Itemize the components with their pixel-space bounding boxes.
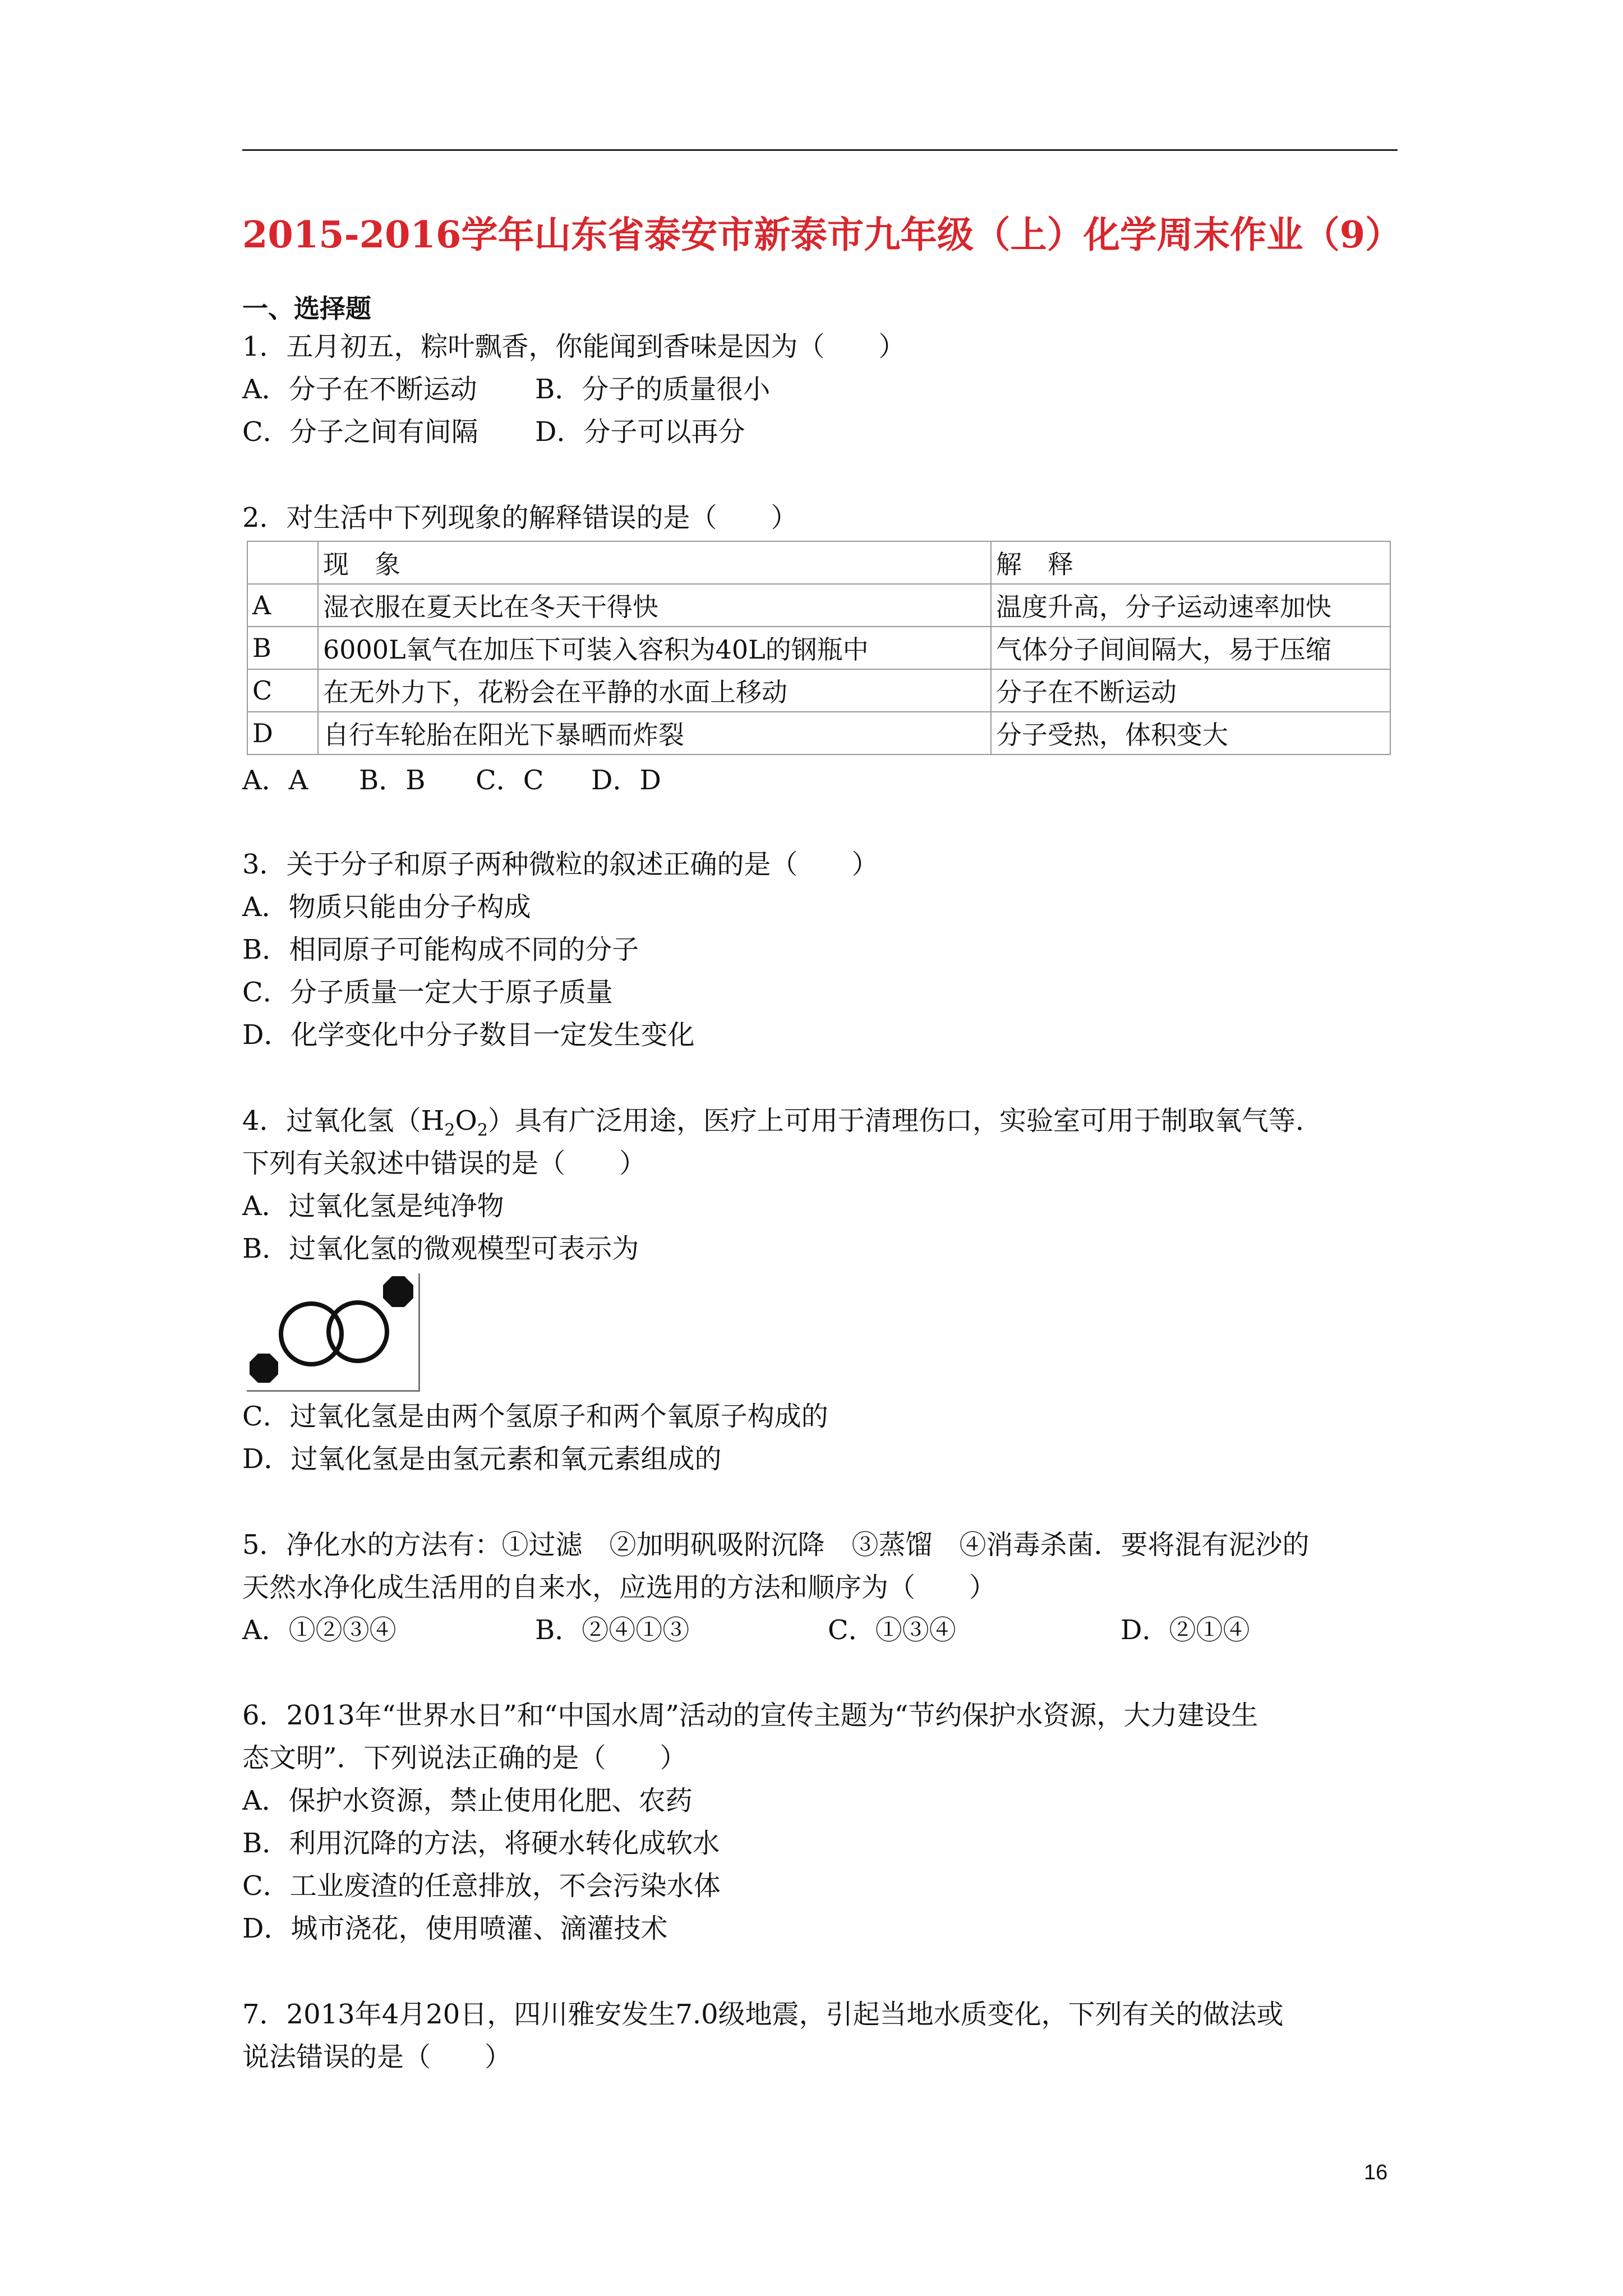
q4-subscript: 2 xyxy=(444,1120,455,1140)
q2-stem: 2．对生活中下列现象的解释错误的是（ ） xyxy=(242,502,798,533)
table-cell: 自行车轮胎在阳光下暴晒而炸裂 xyxy=(318,712,991,754)
table-cell: C xyxy=(247,669,318,712)
q6-option-a: A．保护水资源，禁止使用化肥、农药 xyxy=(242,1785,693,1816)
table-cell: 现 象 xyxy=(318,541,991,584)
q4-subscript: 2 xyxy=(477,1120,488,1140)
q4-stem-text: O xyxy=(455,1105,477,1137)
q5-stem-line1: 5．净化水的方法有：①过滤 ②加明矾吸附沉降 ③蒸馏 ④消毒杀菌．要将混有泥沙的 xyxy=(242,1529,1310,1561)
q6-stem-line2: 态文明”．下列说法正确的是（ ） xyxy=(242,1742,687,1774)
q3-option-b: B．相同原子可能构成不同的分子 xyxy=(242,934,639,965)
q5-option-b: B．②④①③ xyxy=(535,1614,690,1646)
page-number: 16 xyxy=(1364,2161,1388,2184)
oxygen-atom-1 xyxy=(281,1304,342,1364)
table-cell: A xyxy=(247,584,318,627)
table-cell: 分子受热，体积变大 xyxy=(991,712,1390,754)
table-row xyxy=(247,627,1390,669)
q6-stem-line1: 6．2013年“世界水日”和“中国水周”活动的宣传主题为“节约保护水资源，大力建设生 xyxy=(242,1700,1258,1731)
hydrogen-atom-2 xyxy=(383,1276,413,1307)
molecule-model-icon xyxy=(247,1273,418,1390)
q7-stem-line1: 7．2013年4月20日，四川雅安发生7.0级地震，引起当地水质变化，下列有关的做法或 xyxy=(242,1999,1284,2030)
table-header-row xyxy=(247,541,1390,584)
q3-option-a: A．物质只能由分子构成 xyxy=(242,891,531,923)
q6-option-d: D．城市浇花，使用喷灌、滴灌技术 xyxy=(242,1913,668,1944)
table-cell: B xyxy=(247,627,318,669)
q2-option-b: B．B xyxy=(359,765,426,796)
q4-option-d: D．过氧化氢是由氢元素和氧元素组成的 xyxy=(242,1443,722,1475)
q4-stem-text: ）具有广泛用途，医疗上可用于清理伤口，实验室可用于制取氧气等． xyxy=(487,1105,1322,1137)
q4-stem-text: 4．过氧化氢（H xyxy=(242,1105,445,1137)
q5-option-a: A．①②③④ xyxy=(242,1614,396,1646)
oxygen-atom-2 xyxy=(329,1303,387,1361)
q1-option-a: A．分子在不断运动 xyxy=(242,374,477,405)
q4-option-a: A．过氧化氢是纯净物 xyxy=(242,1190,504,1222)
q3-option-c: C．分子质量一定大于原子质量 xyxy=(242,977,613,1008)
table-cell: 气体分子间间隔大，易于压缩 xyxy=(991,627,1390,669)
table-cell: D xyxy=(247,712,318,754)
q2-option-d: D．D xyxy=(591,765,661,796)
q4-option-b: B．过氧化氢的微观模型可表示为 xyxy=(242,1233,639,1264)
q1-stem: 1．五月初五，粽叶飘香，你能闻到香味是因为（ ） xyxy=(242,331,906,362)
q3-stem: 3．关于分子和原子两种微粒的叙述正确的是（ ） xyxy=(242,849,879,880)
table-row xyxy=(247,669,1390,712)
table-cell: 湿衣服在夏天比在冬天干得快 xyxy=(318,584,991,627)
q1-option-b: B．分子的质量很小 xyxy=(535,374,771,405)
header-rule xyxy=(242,149,1398,151)
q4-option-c: C．过氧化氢是由两个氢原子和两个氧原子构成的 xyxy=(242,1401,828,1432)
q2-option-c: C．C xyxy=(476,765,544,796)
q4-stem-line2: 下列有关叙述中错误的是（ ） xyxy=(242,1148,647,1179)
table-cell: 解 释 xyxy=(991,541,1390,584)
section-heading: 一、选择题 xyxy=(242,293,371,324)
table-cell: 温度升高，分子运动速率加快 xyxy=(991,584,1390,627)
table-cell xyxy=(247,541,318,584)
q4-stem-line1 xyxy=(242,1105,1322,1141)
q3-option-d: D．化学变化中分子数目一定发生变化 xyxy=(242,1019,695,1051)
h2o2-molecule-model xyxy=(247,1273,420,1392)
table-row xyxy=(247,584,1390,627)
table-cell: 6000L氧气在加压下可装入容积为40L的钢瓶中 xyxy=(318,627,991,669)
q5-option-d: D．②①④ xyxy=(1121,1614,1250,1646)
hydrogen-atom-1 xyxy=(250,1354,278,1383)
q2-option-a: A．A xyxy=(242,765,308,796)
page-title: 2015-2016学年山东省泰安市新泰市九年级（上）化学周末作业（9） xyxy=(242,214,1402,256)
table-cell: 在无外力下，花粉会在平静的水面上移动 xyxy=(318,669,991,712)
q1-option-d: D．分子可以再分 xyxy=(535,416,745,448)
q5-option-c: C．①③④ xyxy=(828,1614,956,1646)
table-cell: 分子在不断运动 xyxy=(991,669,1390,712)
q7-stem-line2: 说法错误的是（ ） xyxy=(242,2041,512,2073)
table-row xyxy=(247,712,1390,754)
q6-option-b: B．利用沉降的方法，将硬水转化成软水 xyxy=(242,1828,720,1859)
q2-table xyxy=(247,541,1391,755)
q1-option-c: C．分子之间有间隔 xyxy=(242,416,478,448)
q6-option-c: C．工业废渣的任意排放，不会污染水体 xyxy=(242,1870,721,1902)
q5-stem-line2: 天然水净化成生活用的自来水，应选用的方法和顺序为（ ） xyxy=(242,1572,997,1603)
